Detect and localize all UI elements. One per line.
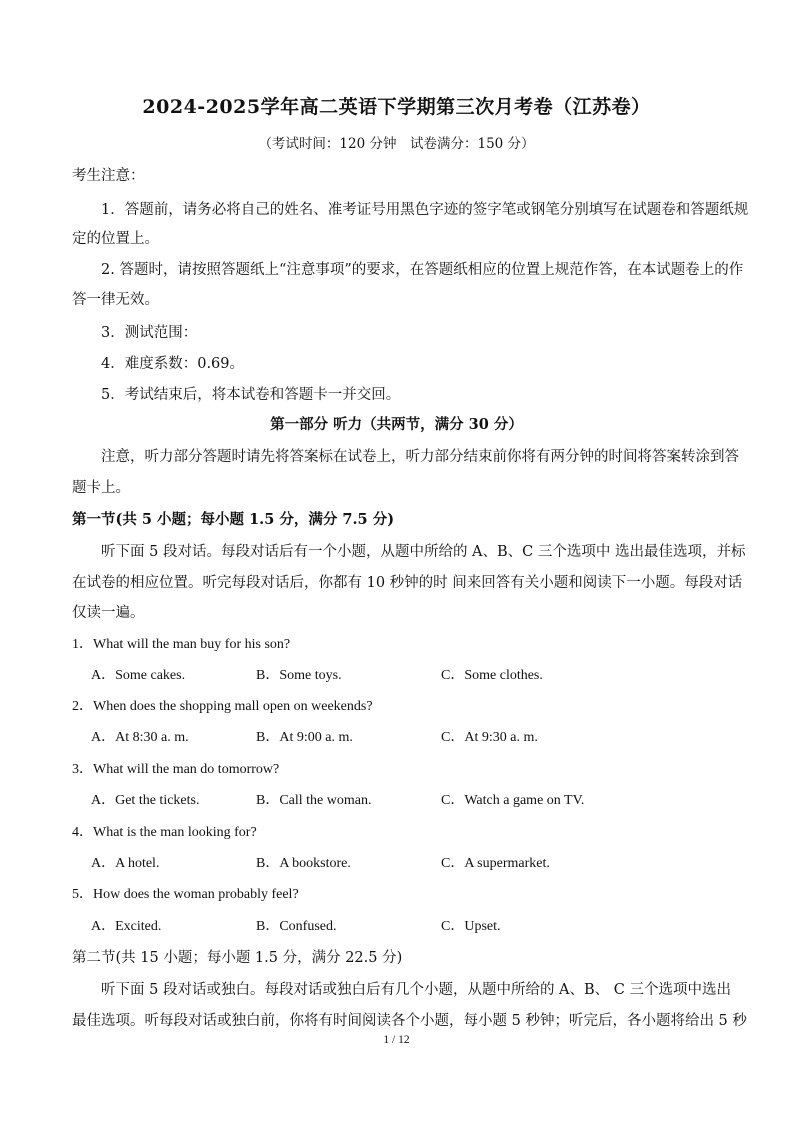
option-a: A．Some cakes.: [91, 668, 186, 683]
notice-item: 4．难度系数：0.69。: [101, 356, 245, 372]
listening-note: 注意，听力部分答题时请先将答案标在试卷上，听力部分结束前你将有两分钟的时间将答案转涂到答: [101, 449, 739, 465]
option-b: B．A bookstore.: [256, 856, 351, 871]
notice-item: 2. 答题时，请按照答题纸上“注意事项”的要求，在答题纸相应的位置上规范作答，在本试题卷上的作: [101, 262, 744, 278]
question-text: 1．What will the man buy for his son?: [72, 637, 291, 652]
option-c: C．Upset.: [441, 919, 501, 934]
notice-item: 5．考试结束后，将本试卷和答题卡一并交回。: [101, 387, 401, 403]
listening-note: 题卡上。: [72, 480, 130, 496]
notice-heading: 考生注意：: [72, 168, 145, 184]
notice-item: 答一律无效。: [72, 292, 159, 308]
option-a: A．Excited.: [91, 919, 162, 934]
option-b: B．At 9:00 a. m.: [256, 730, 353, 745]
section-instructions: 仅读一遍。: [72, 605, 145, 621]
option-b: B．Call the woman.: [256, 793, 372, 808]
notice-item: 1．答题前，请务必将自己的姓名、准考证号用黑色字迹的签字笔或钢笔分别填写在试题卷和答题纸规: [101, 202, 749, 218]
part-heading: 第一部分 听力（共两节，满分 30 分）: [270, 416, 523, 433]
option-c: C．Watch a game on TV.: [441, 793, 585, 808]
option-a: A．Get the tickets.: [91, 793, 200, 808]
page-title: 2024-2025学年高二英语下学期第三次月考卷（江苏卷）: [142, 96, 651, 118]
section-heading: 第二节(共 15 小题；每小题 1.5 分，满分 22.5 分): [72, 950, 403, 966]
option-c: C．At 9:30 a. m.: [441, 730, 538, 745]
section-heading: 第一节(共 5 小题；每小题 1.5 分，满分 7.5 分): [72, 511, 395, 528]
section-instructions: 最佳选项。听每段对话或独白前，你将有时间阅读各个小题，每小题 5 秒钟；听完后，各小题将给出 5 秒: [72, 1013, 747, 1029]
option-a: A．At 8:30 a. m.: [91, 730, 189, 745]
option-b: B．Confused.: [256, 919, 337, 934]
page-number: 1 / 12: [383, 1034, 410, 1046]
section-instructions: 听下面 5 段对话。每段对话后有一个小题，从题中所给的 A、B、C 三个选项中 选出最佳选项，并标: [101, 544, 746, 560]
notice-item: 定的位置上。: [72, 231, 159, 247]
question-text: 3．What will the man do tomorrow?: [72, 762, 280, 777]
question-text: 2．When does the shopping mall open on weekends?: [72, 699, 373, 714]
option-c: C．A supermarket.: [441, 856, 550, 871]
option-c: C．Some clothes.: [441, 668, 543, 683]
option-a: A．A hotel.: [91, 856, 160, 871]
section-instructions: 在试卷的相应位置。听完每段对话后，你都有 10 秒钟的时 间来回答有关小题和阅读下一小题。每段对话: [72, 575, 743, 591]
question-text: 4．What is the man looking for?: [72, 825, 257, 840]
notice-item: 3．测试范围：: [101, 325, 198, 341]
exam-time-info: （考试时间：120 分钟 试卷满分：150 分）: [258, 136, 535, 152]
section-instructions: 听下面 5 段对话或独白。每段对话或独白后有几个小题，从题中所给的 A、B、 C 三个选项中选出: [101, 982, 731, 998]
option-b: B．Some toys.: [256, 668, 342, 683]
question-text: 5．How does the woman probably feel?: [72, 887, 299, 902]
